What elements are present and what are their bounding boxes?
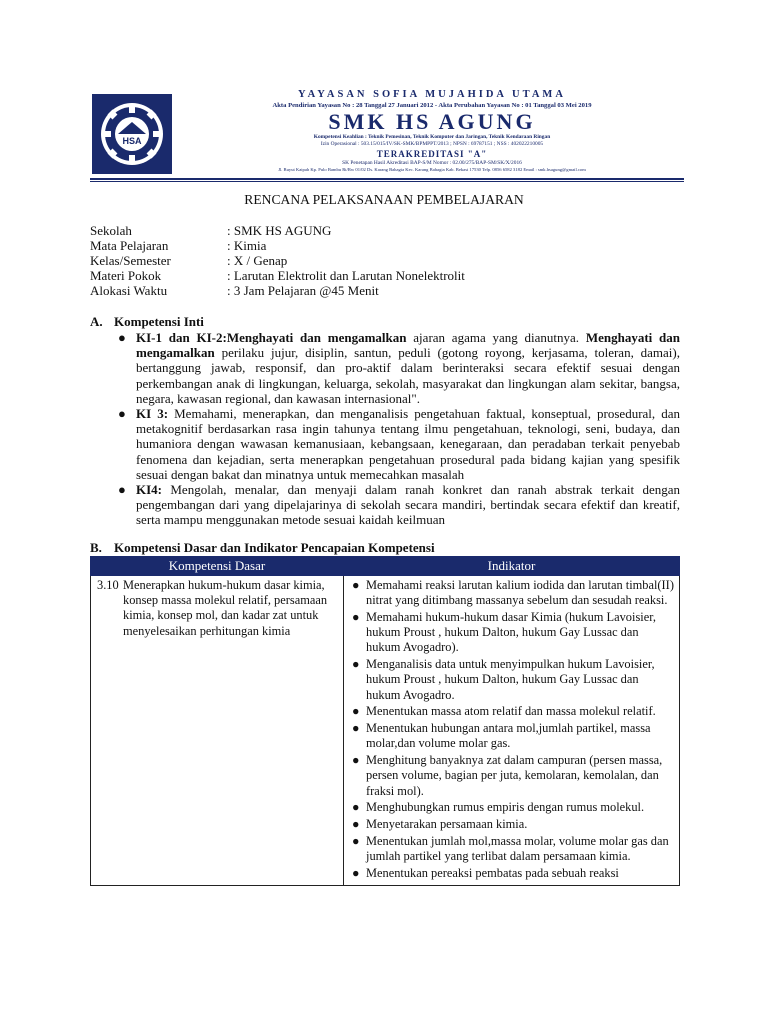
col-header-kd: Kompetensi Dasar — [91, 557, 344, 576]
bullet-icon: ● — [352, 657, 360, 672]
indikator-text: Menentukan pereaksi pembatas pada sebuah reaksi — [366, 866, 619, 880]
indikator-text: Menghubungkan rumus empiris dengan rumus molekul. — [366, 800, 645, 815]
akreditasi-line: TERAKREDITASI "A" — [376, 149, 488, 159]
list-item — [350, 657, 675, 703]
akta-line: Akta Pendirian Yayasan No : 28 Tanggal 27 Januari 2012 - Akta Perubahan Yayasan No : 01 Tanggal 03 Mei 2019 — [272, 102, 592, 109]
document-title: RENCANA PELAKSANAAN PEMBELAJARAN — [244, 192, 524, 207]
table-row — [91, 576, 680, 886]
bullet-icon: ● — [118, 482, 126, 498]
logo-text: HSA — [122, 136, 142, 146]
indikator-text: Menentukan hubungan antara mol,jumlah partikel, massa molar,dan volume molar gas. — [366, 721, 651, 751]
bullet-icon: ● — [352, 704, 360, 719]
list-item — [350, 800, 675, 815]
section-letter: A. — [90, 314, 103, 329]
identity-value: : Larutan Elektrolit dan Larutan Nonelektrolit — [227, 268, 465, 283]
kompetensi-line: Kompetensi Keahlian : Teknik Pemesinan, Teknik Komputer dan Jaringan, Teknik Kendaraan Ringan — [313, 134, 551, 140]
identity-label: Kelas/Semester — [90, 253, 171, 268]
indikator-text: Menentukan jumlah mol,massa molar, volume molar gas dan jumlah partikel yang terlibat dalam persamaan kimia. — [366, 834, 669, 864]
list-item — [350, 817, 675, 832]
ki-text: perilaku jujur, disiplin, santun, peduli (gotong royong, kerjasama, toleran, damai), bertanggung jawab, responsif, dan pro-aktif dalam berinteraksi secara efektif sesuai dengan perkembangan anak di lingkungan, keluarga, sekolah, masyarakat dan lingkungan alam sekitar, bangsa, negara, kawasan regional, dan kawasan internasional". — [136, 345, 680, 406]
indikator-text: Memahami reaksi larutan kalium iodida dan larutan timbal(II) nitrat yang ditimbang massanya sebelum dan sesudah reaksi. — [366, 578, 674, 608]
ki-label: KI4: — [136, 482, 162, 498]
section-a-heading — [90, 314, 204, 330]
ki-text: Memahami, menerapkan, dan menganalisis pengetahuan faktual, konseptual, prosedural, dan metakognitif berdasarkan rasa ingin tahunya tentang ilmu pengetahuan, teknologi, seni, budaya, dan humaniora dengan wawasan kemanusiaan, kebangsaan, kenegaraan, dan peradaban terkait penyebab fenomena dan kejadian, serta menerapkan pengetahuan prosedural pada bidang kajian yang spesifik sesuai dengan bakat dan minatnya untuk memecahkan masalah — [136, 406, 680, 482]
letterhead-divider-thin — [90, 181, 684, 182]
bullet-icon: ● — [352, 800, 360, 815]
indikator-text: Menghitung banyaknya zat dalam campuran (persen massa, persen volume, bagian per juta, kemolaran, kemolalan, dan fraksi mol). — [366, 753, 663, 798]
letterhead — [90, 88, 684, 176]
bullet-icon: ● — [352, 610, 360, 624]
list-item — [350, 578, 675, 608]
identity-label: Mata Pelajaran — [90, 238, 169, 253]
identity-label: Alokasi Waktu — [90, 283, 168, 298]
foundation-name: YAYASAN SOFIA MUJAHIDA UTAMA — [298, 89, 566, 100]
sk-akreditasi-line: SK Penetapan Hasil Akreditasi BAP-S/M Nomor : 02.00/275/BAP-SM/SK/X/2016 — [342, 160, 522, 166]
indikator-text: Memahami hukum-hukum dasar Kimia (hukum Lavoisier, hukum Proust , hukum Dalton, hukum Gay Lussac dan hukum Avogadro). — [366, 610, 656, 655]
section-letter: B. — [90, 540, 102, 555]
letterhead-divider — [90, 178, 684, 180]
kd-number: 3.10 — [97, 578, 119, 592]
izin-line: Izin Operasional : 503.15/015/IV/SK-SMK/BPMPPT/2013 ; NPSN : 69787151 ; NSS : 402022210005 — [320, 141, 544, 147]
bullet-icon: ● — [352, 817, 360, 832]
section-title: Kompetensi Dasar dan Indikator Pencapaian Kompetensi — [114, 540, 435, 555]
section-title: Kompetensi Inti — [114, 314, 204, 329]
ki-text: Mengolah, menalar, dan menyaji dalam ranah konkret dan ranah abstrak terkait dengan pengembangan dari yang dipelajarinya di sekolah secara mandiri, bertindak secara efektif dan kreatif, serta mampu menggunakan metode sesuai kaidah keilmuan — [136, 482, 680, 528]
kd-indikator-table — [90, 556, 680, 886]
list-item — [350, 704, 675, 719]
ki-item — [118, 406, 680, 482]
bullet-icon: ● — [118, 406, 126, 422]
list-item — [350, 866, 675, 881]
list-item — [350, 834, 675, 864]
section-b-heading — [90, 540, 435, 556]
list-item — [350, 721, 675, 751]
bullet-icon: ● — [352, 721, 360, 736]
kompetensi-inti-list — [118, 330, 680, 528]
indikator-cell — [344, 576, 680, 886]
identity-value: : X / Genap — [227, 253, 288, 268]
address-line: Jl. Buyut Kaipah Kp. Pulo Bambu Rt/Rw 01/02 Ds. Karang Bahagia Kec. Karang Bahagia Kab. Bekasi 17530 Telp. 0856 6582 3182 Email : smk.hsagung@gmail.com — [278, 167, 586, 172]
identity-value: : SMK HS AGUNG — [227, 223, 332, 238]
bullet-icon: ● — [352, 866, 360, 880]
ki-item — [118, 482, 680, 528]
ki-text: ajaran agama yang dianutnya. — [406, 330, 586, 345]
identity-value: : Kimia — [227, 238, 267, 253]
identity-value: : 3 Jam Pelajaran @45 Menit — [227, 283, 379, 298]
school-logo-icon — [92, 94, 172, 174]
letterhead-text — [180, 88, 684, 173]
bullet-icon: ● — [352, 578, 360, 592]
ki-label: KI 3: — [136, 406, 169, 422]
ki-emphasis: Menghayati dan mengamalkan — [136, 330, 680, 361]
bullet-icon: ● — [352, 753, 360, 768]
list-item — [350, 753, 675, 799]
bullet-icon: ● — [352, 834, 360, 848]
ki-item — [118, 330, 680, 406]
bullet-icon: ● — [118, 330, 126, 345]
school-name: SMK HS AGUNG — [328, 109, 536, 134]
identity-label: Sekolah — [90, 223, 132, 238]
col-header-indikator: Indikator — [344, 557, 680, 576]
indikator-text: Menyetarakan persamaan kimia. — [366, 817, 528, 832]
table-header-row — [91, 557, 680, 576]
list-item — [350, 610, 675, 656]
indikator-text: Menentukan massa atom relatif dan massa molekul relatif. — [366, 704, 656, 719]
kd-text: Menerapkan hukum-hukum dasar kimia, konsep massa molekul relatif, persamaan kimia, konsep mol, dan kadar zat untuk menyelesaikan perhitungan kimia — [123, 578, 328, 638]
indikator-list — [350, 578, 675, 881]
identity-label: Materi Pokok — [90, 268, 162, 283]
kd-cell — [91, 576, 344, 886]
indikator-text: Menganalisis data untuk menyimpulkan hukum Lavoisier, hukum Proust , hukum Dalton, hukum Gay Lussac dan hukum Avogadro. — [366, 657, 655, 702]
ki-label: KI-1 dan KI-2:Menghayati dan mengamalkan — [136, 330, 407, 345]
